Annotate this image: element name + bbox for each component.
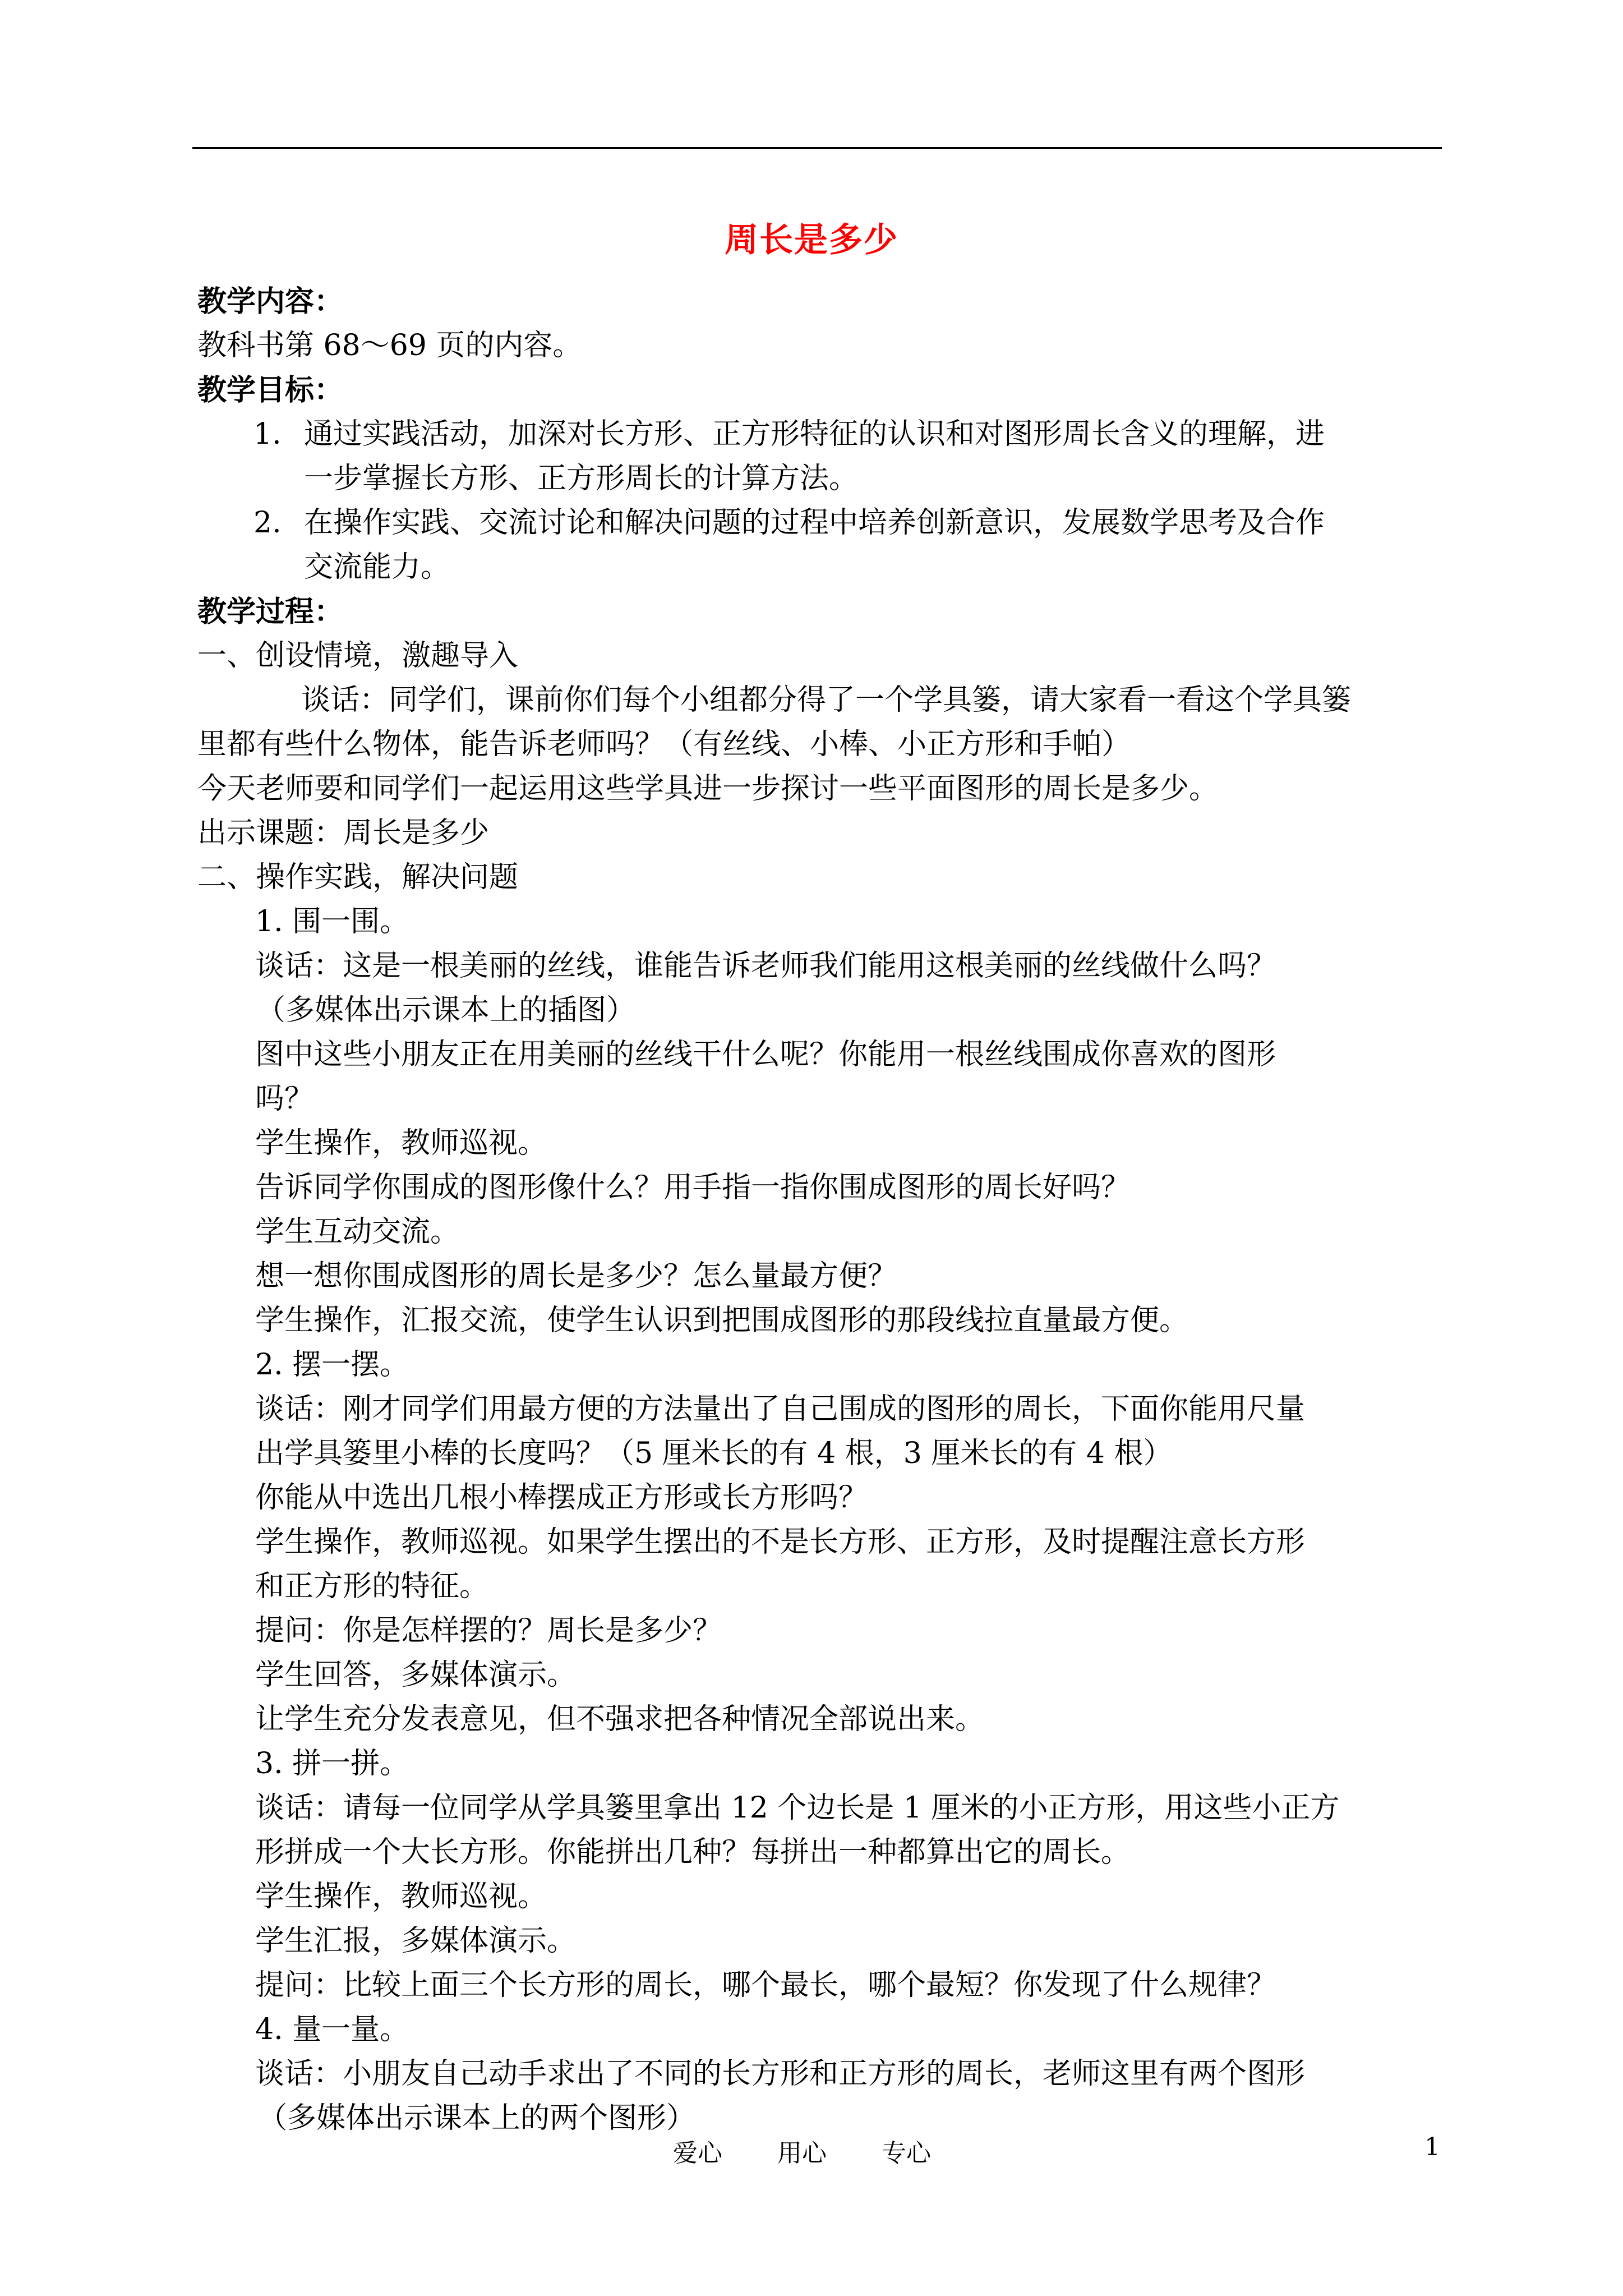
process-section-heading: 一、创设情境，激趣导入 (197, 639, 519, 673)
goal-text: 在操作实践、交流讨论和解决问题的过程中培养创新意识，发展数学思考及合作 (304, 506, 1325, 540)
goal-line (197, 545, 1448, 590)
content-text: 教科书第 68～69 页的内容。 (197, 329, 582, 362)
goal-item-2 (197, 501, 1448, 590)
process-line: 学生操作，教师巡视。 (255, 1880, 547, 1913)
goal-text: 一步掌握长方形、正方形周长的计算方法。 (304, 462, 859, 495)
process-line: 形拼成一个大长方形。你能拼出几种？每拼出一种都算出它的周长。 (255, 1835, 1131, 1869)
process-line: 图中这些小朋友正在用美丽的丝线干什么呢？你能用一根丝线围成你喜欢的图形 (255, 1038, 1276, 1071)
process-line: 学生回答，多媒体演示。 (255, 1658, 577, 1692)
page-title: 周长是多少 (725, 220, 898, 260)
goal-number: 2. (253, 506, 282, 540)
process-line: 学生操作，教师巡视。如果学生摆出的不是长方形、正方形，及时提醒注意长方形 (255, 1525, 1306, 1559)
section-heading-process: 教学过程： (197, 595, 344, 629)
process-line: 谈话：刚才同学们用最方便的方法量出了自己围成的图形的周长，下面你能用尺量 (255, 1392, 1306, 1426)
goal-item-1 (197, 412, 1448, 501)
footer-word: 爱心 (673, 2139, 722, 2168)
process-line: 和正方形的特征。 (255, 1570, 489, 1603)
process-line: 吗？ (255, 1082, 314, 1116)
section-heading-goals: 教学目标： (197, 373, 344, 407)
process-step-heading: 3. 拼一拼。 (255, 1747, 409, 1780)
footer-word: 用心 (777, 2139, 827, 2168)
process-line: 让学生充分发表意见，但不强求把各种情况全部说出来。 (255, 1703, 985, 1736)
process-line: 谈话：小朋友自己动手求出了不同的长方形和正方形的周长，老师这里有两个图形 (255, 2057, 1306, 2091)
page-number: 1 (1424, 2133, 1440, 2161)
process-line: 学生操作，教师巡视。 (255, 1126, 547, 1160)
process-step-heading: 1. 围一围。 (255, 905, 409, 938)
process-line: 学生汇报，多媒体演示。 (255, 1924, 577, 1958)
process-line: （多媒体出示课本上的两个图形） (258, 2101, 696, 2135)
process-line: 谈话：这是一根美丽的丝线，谁能告诉老师我们能用这根美丽的丝线做什么吗？ (255, 949, 1276, 983)
process-line: 出示课题：周长是多少 (197, 816, 490, 850)
process-line: （多媒体出示课本上的插图） (256, 993, 636, 1027)
goal-text: 交流能力。 (304, 550, 450, 584)
footer-word: 专心 (882, 2139, 931, 2168)
process-line: 谈话：同学们，课前你们每个小组都分得了一个学具篓，请大家看一看这个学具篓 (301, 683, 1352, 717)
process-step-heading: 4. 量一量。 (255, 2013, 409, 2046)
goal-number: 1. (253, 417, 282, 451)
process-line: 想一想你围成图形的周长是多少？怎么量最方便？ (255, 1259, 897, 1293)
goal-line (197, 457, 1448, 501)
process-line: 学生互动交流。 (255, 1215, 460, 1249)
process-line: 你能从中选出几根小棒摆成正方形或长方形吗？ (255, 1481, 868, 1515)
process-line: 里都有些什么物体，能告诉老师吗？（有丝线、小棒、小正方形和手帕） (197, 728, 1131, 761)
process-line: 告诉同学你围成的图形像什么？用手指一指你围成图形的周长好吗？ (255, 1171, 1131, 1204)
header-rule (192, 147, 1442, 149)
section-heading-content: 教学内容： (197, 284, 344, 319)
goal-line (197, 412, 1448, 457)
process-step-heading: 2. 摆一摆。 (255, 1348, 409, 1382)
goal-line (197, 501, 1448, 545)
process-line: 提问：比较上面三个长方形的周长，哪个最长，哪个最短？你发现了什么规律？ (255, 1968, 1276, 2002)
process-line: 今天老师要和同学们一起运用这些学具进一步探讨一些平面图形的周长是多少。 (197, 772, 1219, 806)
process-section-heading: 二、操作实践，解决问题 (197, 861, 519, 894)
document-body (197, 279, 1448, 2141)
process-line: 谈话：请每一位同学从学具篓里拿出 12 个边长是 1 厘米的小正方形，用这些小正方 (255, 1791, 1340, 1825)
process-line: 提问：你是怎样摆的？周长是多少？ (255, 1614, 722, 1648)
footer-motto (673, 2133, 986, 2169)
goal-text: 通过实践活动，加深对长方形、正方形特征的认识和对图形周长含义的理解，进 (304, 417, 1325, 451)
process-line: 学生操作，汇报交流，使学生认识到把围成图形的那段线拉直量最方便。 (255, 1304, 1189, 1337)
process-line: 出学具篓里小棒的长度吗？（5 厘米长的有 4 根，3 厘米长的有 4 根） (255, 1437, 1173, 1470)
